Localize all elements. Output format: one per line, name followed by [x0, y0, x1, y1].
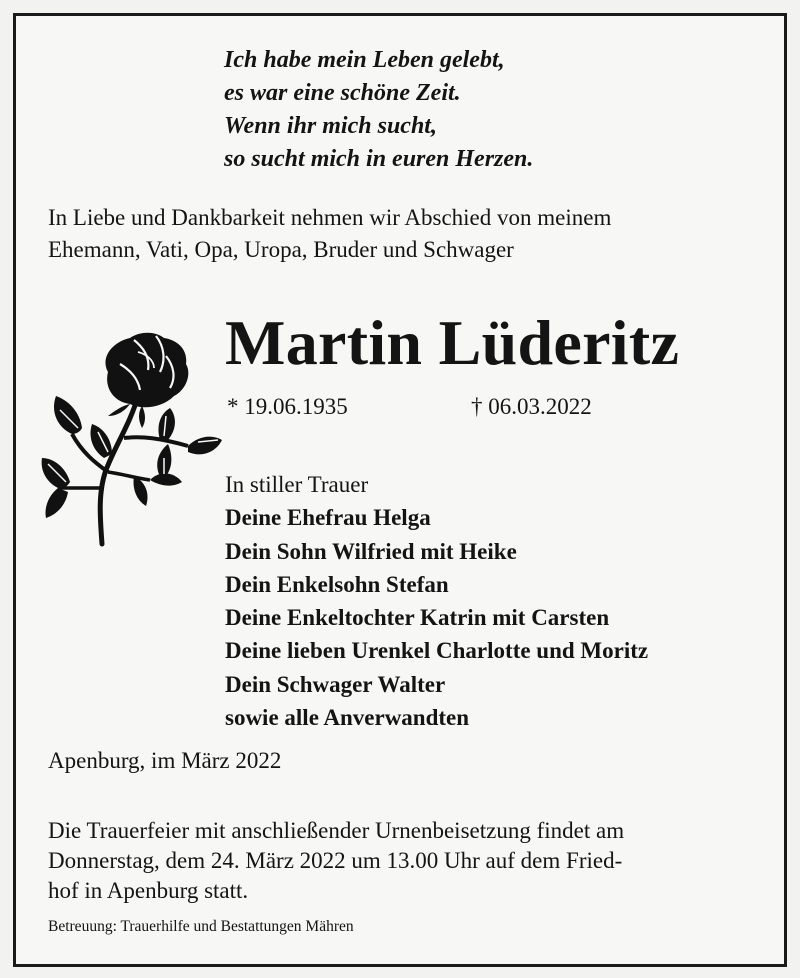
mourner-line: Deine lieben Urenkel Charlotte und Moritz	[225, 638, 649, 664]
funeral-line: Donnerstag, dem 24. März 2022 um 13.00 Uhr auf dem Fried-	[48, 848, 623, 873]
mourner-line: Deine Enkeltochter Katrin mit Carsten	[225, 605, 610, 631]
birth-date: * 19.06.1935	[227, 394, 348, 419]
mourners-list	[225, 468, 648, 734]
place-and-date: Apenburg, im März 2022	[48, 748, 282, 773]
poem	[224, 44, 533, 176]
funeral-line: hof in Apenburg statt.	[48, 878, 249, 903]
funeral-notice	[48, 816, 624, 906]
intro-line: Ehemann, Vati, Opa, Uropa, Bruder und Schwager	[48, 237, 514, 262]
poem-line: Ich habe mein Leben gelebt,	[224, 47, 505, 73]
mourner-line: sowie alle Anverwandten	[225, 705, 470, 731]
poem-line: so sucht mich in euren Herzen.	[224, 146, 534, 172]
mourner-line: Dein Sohn Wilfried mit Heike	[225, 538, 517, 564]
mourner-line: Deine Ehefrau Helga	[225, 505, 431, 531]
funeral-line: Die Trauerfeier mit anschließender Urnenbeisetzung findet am	[48, 818, 625, 843]
intro-text	[48, 202, 768, 266]
mourner-line: Dein Enkelsohn Stefan	[225, 571, 449, 597]
mourner-line: Dein Schwager Walter	[225, 671, 446, 697]
obituary-frame	[13, 13, 787, 967]
poem-line: Wenn ihr mich sucht,	[224, 113, 437, 139]
deceased-name: Martin Lüderitz	[225, 307, 680, 378]
intro-line: In Liebe und Dankbarkeit nehmen wir Abschied von meinem	[48, 205, 612, 230]
death-date: † 06.03.2022	[471, 394, 592, 419]
life-dates	[227, 392, 592, 422]
care-note: Betreuung: Trauerhilfe und Bestattungen Mähren	[48, 918, 354, 935]
rose-icon	[38, 312, 224, 552]
poem-line: es war eine schöne Zeit.	[224, 80, 461, 106]
mourners-heading: In stiller Trauer	[225, 472, 369, 497]
